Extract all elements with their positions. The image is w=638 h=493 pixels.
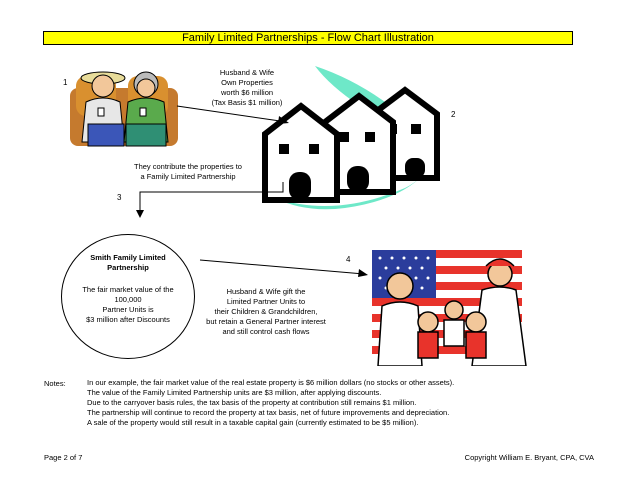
partnership-name-line-1: Smith Family Limited xyxy=(90,253,166,262)
copyright: Copyright William E. Bryant, CPA, CVA xyxy=(464,453,594,462)
contribute-line-1: They contribute the properties to xyxy=(134,162,242,171)
partnership-value-line-4: $3 million after Discounts xyxy=(86,315,170,324)
note-line-4: The partnership will continue to record the property at tax basis, net of future improvements and depreciation. xyxy=(87,408,450,417)
contribute-line-2: a Family Limited Partnership xyxy=(140,172,236,181)
gift-line-2: Limited Partner Units to xyxy=(226,297,306,306)
note-line-3: Due to the carryover basis rules, the tax basis of the property at contribution still remains $1 million. xyxy=(87,398,417,407)
step-number-3: 3 xyxy=(117,193,122,202)
partnership-value-line-3: Partner Units is xyxy=(102,305,154,314)
gift-label xyxy=(196,287,336,337)
gift-line-1: Husband & Wife gift the xyxy=(226,287,306,296)
page-title: Family Limited Partnerships - Flow Chart Illustration xyxy=(43,31,573,45)
partnership-value-line-2: 100,000 xyxy=(114,295,142,304)
husband-wife-line-1: Own Properties xyxy=(221,78,273,87)
partnership-name xyxy=(72,253,184,273)
contribute-label xyxy=(118,162,258,182)
gift-line-3: their Children & Grandchildren, xyxy=(214,307,318,316)
notes-label: Notes: xyxy=(44,379,66,388)
partnership-value-line-1: The fair market value of the xyxy=(82,285,174,294)
gift-line-4: but retain a General Partner interest xyxy=(206,317,326,326)
family-flag-clipart xyxy=(372,250,530,366)
note-line-2: The value of the Family Limited Partnership units are $3 million, after applying discounts. xyxy=(87,388,382,397)
step-number-1: 1 xyxy=(63,78,68,87)
husband-wife-line-3: (Tax Basis $1 million) xyxy=(211,98,283,107)
arrow-to-partnership xyxy=(120,180,290,220)
arrow-to-family xyxy=(198,254,373,284)
step-number-2: 2 xyxy=(451,110,456,119)
couple-clipart xyxy=(68,58,180,150)
arrow-to-houses xyxy=(175,100,295,130)
husband-wife-heading: Husband & Wife xyxy=(219,68,275,77)
gift-line-5: and still control cash flows xyxy=(222,327,310,336)
husband-wife-line-2: worth $6 million xyxy=(220,88,274,97)
note-line-5: A sale of the property would still result in a taxable capital gain (currently estimated to be $5 million). xyxy=(87,418,419,427)
partnership-value xyxy=(72,285,184,325)
step-number-4: 4 xyxy=(346,255,351,264)
note-line-1: In our example, the fair market value of the real estate property is $6 million dollars (no stocks or other assets). xyxy=(87,378,455,387)
page-number: Page 2 of 7 xyxy=(44,453,83,462)
notes-list xyxy=(87,378,454,428)
partnership-name-line-2: Partnership xyxy=(107,263,149,272)
